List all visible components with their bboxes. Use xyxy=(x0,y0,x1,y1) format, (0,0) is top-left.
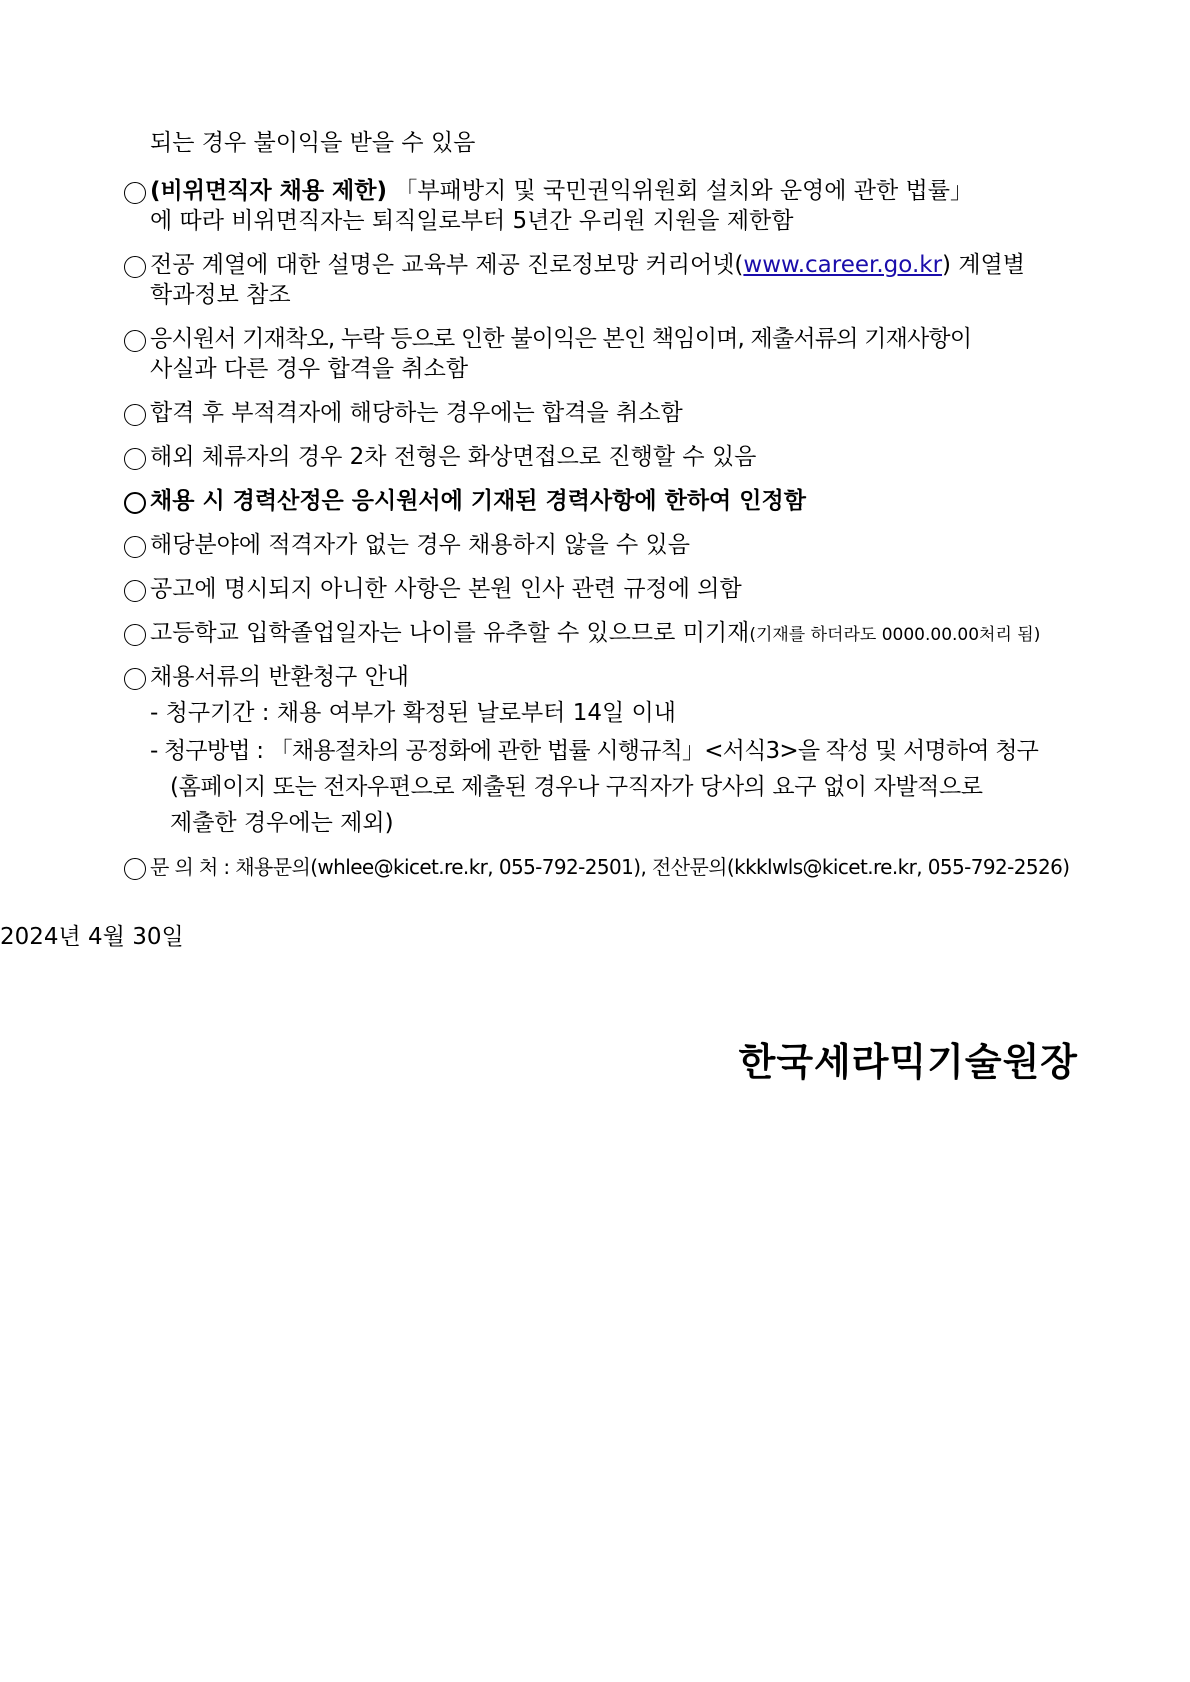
item-1-rest: 「부패방지 및 국민권익위원회 설치와 운영에 관한 법률」 xyxy=(394,178,973,204)
item-6-line-1: 채용 시 경력산정은 응시원서에 기재된 경력사항에 한하여 인정함 xyxy=(150,488,806,514)
item-10-sub-1: - 청구기간 : 채용 여부가 확정된 날로부터 14일 이내 xyxy=(150,700,676,726)
issuer-signature: 한국세라믹기술원장 xyxy=(738,1040,1078,1084)
circle-bullet-icon xyxy=(124,668,146,690)
career-net-link[interactable]: www.career.go.kr xyxy=(743,252,943,278)
item-7-line-1: 해당분야에 적격자가 없는 경우 채용하지 않을 수 있음 xyxy=(150,532,690,558)
circle-bullet-icon xyxy=(124,624,146,646)
item-2-line-2: 학과정보 참조 xyxy=(150,282,291,308)
item-3-line-2: 사실과 다른 경우 합격을 취소함 xyxy=(150,356,469,382)
circle-bullet-icon xyxy=(124,404,146,426)
item-10-sub-2: - 청구방법 : 「채용절차의 공정화에 관한 법률 시행규칙」<서식3>을 작성 및 서명하여 청구 xyxy=(150,738,1039,764)
circle-bullet-icon xyxy=(124,492,146,514)
item-1-bold-prefix: (비위면직자 채용 제한) xyxy=(150,178,388,204)
circle-bullet-icon xyxy=(124,330,146,352)
item-8-line-1: 공고에 명시되지 아니한 사항은 본원 인사 관련 규정에 의함 xyxy=(150,576,742,602)
item-1-line-1 xyxy=(150,176,973,206)
item-11-contact: 문 의 처 : 채용문의(whlee@kicet.re.kr, 055-792-2501), 전산문의(kkklwls@kicet.re.kr, 055-792-2526) xyxy=(150,855,1070,879)
item-2-post: ) 계열별 xyxy=(942,252,1025,278)
item-1-line-2: 에 따라 비위면직자는 퇴직일로부터 5년간 우리원 지원을 제한함 xyxy=(150,208,794,234)
item-5-line-1: 해외 체류자의 경우 2차 전형은 화상면접으로 진행할 수 있음 xyxy=(150,444,757,470)
document-date: 2024년 4월 30일 xyxy=(0,924,184,950)
item-2-pre: 전공 계열에 대한 설명은 교육부 제공 진로정보망 커리어넷( xyxy=(150,252,744,278)
circle-bullet-icon xyxy=(124,256,146,278)
item-9-line-1 xyxy=(150,618,1040,650)
circle-bullet-icon xyxy=(124,580,146,602)
item-9-text: 고등학교 입학졸업일자는 나이를 유추할 수 있으므로 미기재 xyxy=(150,620,750,646)
item-4-line-1: 합격 후 부적격자에 해당하는 경우에는 합격을 취소함 xyxy=(150,400,683,426)
item-10-line-1: 채용서류의 반환청구 안내 xyxy=(150,664,410,690)
item-2-line-1 xyxy=(150,250,1025,280)
item-10-sub-4: 제출한 경우에는 제외) xyxy=(170,810,394,836)
item-9-note: (기재를 하더라도 0000.00.00처리 됨) xyxy=(749,625,1041,645)
circle-bullet-icon xyxy=(124,858,146,880)
circle-bullet-icon xyxy=(124,536,146,558)
circle-bullet-icon xyxy=(124,182,146,204)
continuation-text: 되는 경우 불이익을 받을 수 있음 xyxy=(150,130,476,156)
circle-bullet-icon xyxy=(124,448,146,470)
item-10-sub-3: (홈페이지 또는 전자우편으로 제출된 경우나 구직자가 당사의 요구 없이 자발적으로 xyxy=(170,774,983,800)
item-3-line-1: 응시원서 기재착오, 누락 등으로 인한 불이익은 본인 책임이며, 제출서류의 기재사항이 xyxy=(150,326,972,352)
